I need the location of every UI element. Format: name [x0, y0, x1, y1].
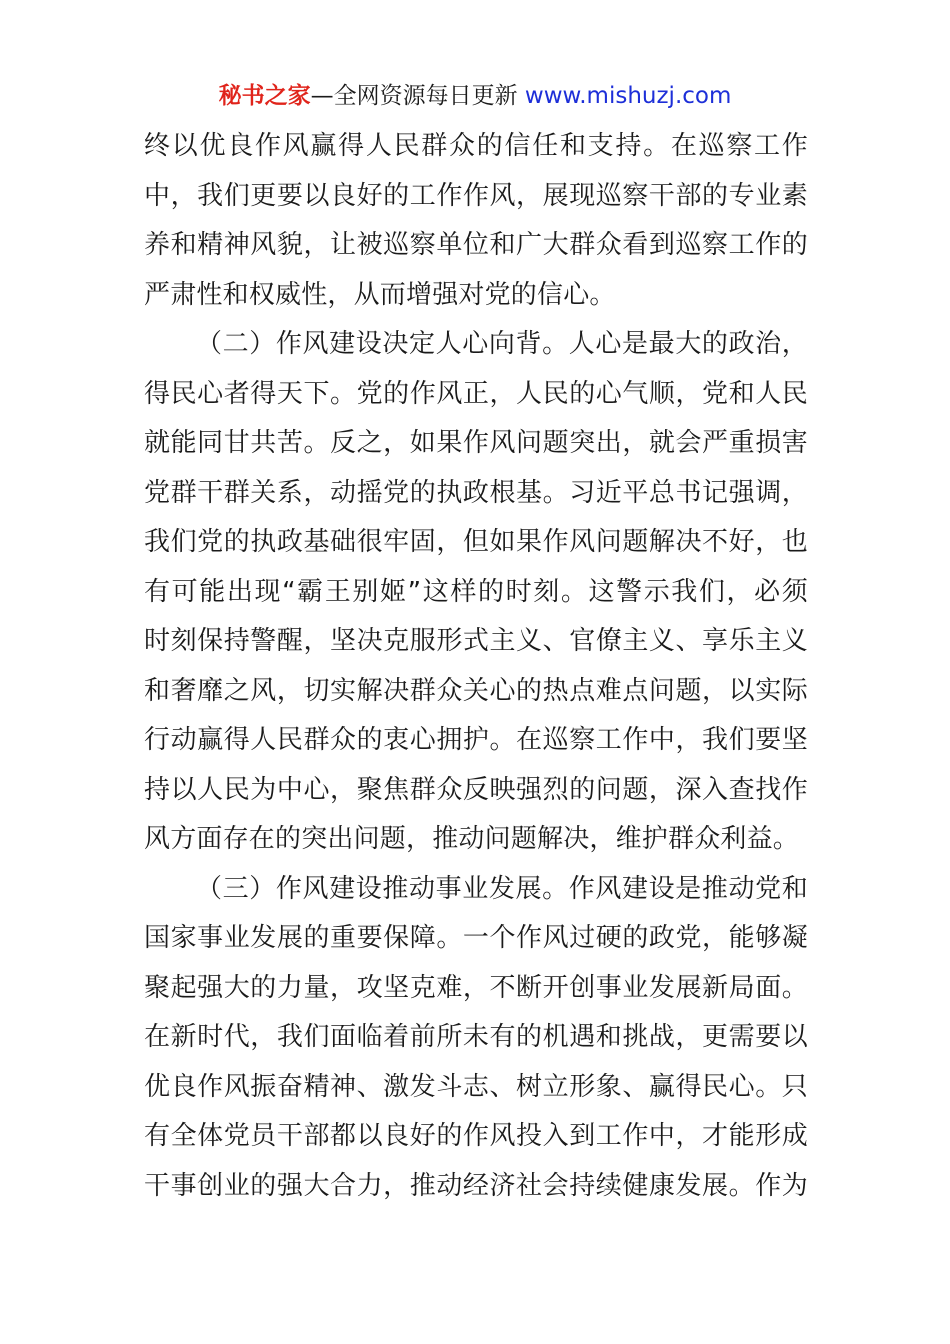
text-line: 国家事业发展的重要保障。一个作风过硬的政党，能够凝: [144, 923, 808, 953]
text-line: 得民心者得天下。党的作风正，人民的心气顺，党和人民: [144, 378, 808, 409]
text-line: 严肃性和权威性，从而增强对党的信心。: [144, 279, 616, 310]
text-line: 时刻保持警醒，坚决克服形式主义、官僚主义、享乐主义: [144, 626, 808, 656]
text-line: 有全体党员干部都以良好的作风投入到工作中，才能形成: [144, 1121, 808, 1151]
document-body: [144, 122, 808, 1211]
text-line: 行动赢得人民群众的衷心拥护。在巡察工作中，我们要坚: [144, 725, 808, 755]
site-url-link[interactable]: www.mishuzj.com: [524, 83, 732, 109]
text-line: 聚起强大的力量，攻坚克难，不断开创事业发展新局面。: [144, 972, 808, 1003]
site-tagline: —全网资源每日更新: [310, 83, 525, 109]
section-heading-line: （三）作风建设推动事业发展。作风建设是推动党和: [196, 873, 808, 904]
text-line: 优良作风振奋精神、激发斗志、树立形象、赢得民心。只: [144, 1071, 808, 1102]
text-line: 党群干群关系，动摇党的执政根基。习近平总书记强调，: [144, 477, 808, 508]
text-line: 就能同甘共苦。反之，如果作风问题突出，就会严重损害: [144, 428, 808, 458]
text-line: 干事创业的强大合力，推动经济社会持续健康发展。作为: [144, 1170, 808, 1201]
text-line: 中，我们更要以良好的工作作风，展现巡察干部的专业素: [144, 180, 808, 211]
text-line: 我们党的执政基础很牢固，但如果作风问题解决不好，也: [144, 527, 808, 557]
text-line: 有可能出现“霸王别姬”这样的时刻。这警示我们，必须: [144, 576, 808, 607]
site-brand: 秘书之家: [218, 83, 311, 109]
section-heading-line: （二）作风建设决定人心向背。人心是最大的政治，: [196, 329, 808, 359]
page-header: [0, 80, 950, 112]
text-line: 终以优良作风赢得人民群众的信任和支持。在巡察工作: [144, 131, 808, 161]
text-line: 养和精神风貌，让被巡察单位和广大群众看到巡察工作的: [144, 230, 808, 260]
text-line: 在新时代，我们面临着前所未有的机遇和挑战，更需要以: [144, 1022, 808, 1052]
text-line: 和奢靡之风，切实解决群众关心的热点难点问题，以实际: [144, 675, 808, 706]
text-line: 风方面存在的突出问题，推动问题解决，维护群众利益。: [144, 824, 800, 854]
text-line: 持以人民为中心，聚焦群众反映强烈的问题，深入查找作: [144, 774, 808, 805]
